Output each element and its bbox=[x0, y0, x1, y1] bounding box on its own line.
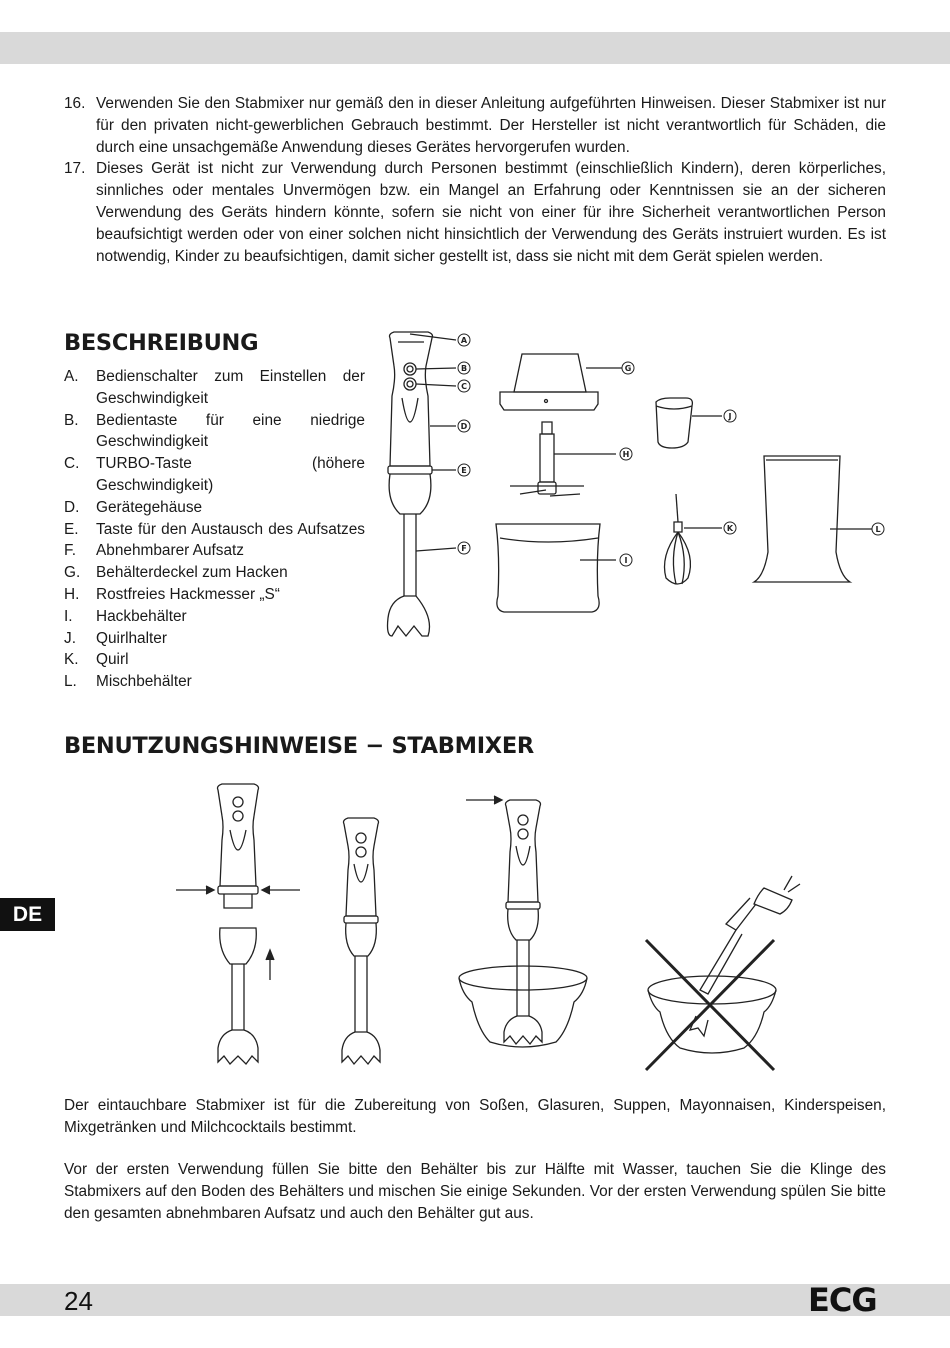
list-item bbox=[64, 497, 365, 519]
item-text: Hackbehälter bbox=[96, 607, 187, 625]
label-c: C bbox=[461, 382, 467, 391]
chopper-lid-illustration bbox=[500, 354, 598, 410]
item-text: Quirl bbox=[96, 651, 129, 669]
item-text: Bedientaste für eine niedrige Geschwindigkeit bbox=[96, 411, 365, 451]
step-detach-illustration bbox=[176, 784, 300, 1064]
section-title-description: BESCHREIBUNG bbox=[64, 330, 259, 356]
step-assembled-illustration bbox=[342, 818, 380, 1064]
hand-blender-illustration bbox=[388, 332, 433, 636]
item-text: Verwenden Sie den Stabmixer nur gemäß den in dieser Anleitung aufgeführten Hinweisen. Dieser Stabmixer ist nur für den privaten nicht-gewerblichen Gebrauch bestimmt. Der Hersteller ist nicht verantwortlich für Schäden, die durch eine unsachgemäße Anwendung dieses Gerätes hervorgerufen wurden. bbox=[96, 95, 886, 156]
label-l: L bbox=[875, 525, 881, 534]
usage-paragraph-first-use: Vor der ersten Verwendung füllen Sie bitte den Behälter bis zur Hälfte mit Wasser, tauchen Sie die Klinge des Stabmixers auf den Boden des Behälters und mischen Sie einige Sekunden. Vor der ersten Verwendung spülen Sie bitte den gesamten abnehmbaren Aufsatz und auch den Behälter gut aus. bbox=[64, 1161, 886, 1222]
usage-paragraph-intro: Der eintauchbare Stabmixer ist für die Zubereitung von Soßen, Glasuren, Suppen, Mayonnaisen, Kinderspeisen, Mixgetränken und Milchcocktails bestimmt. bbox=[64, 1097, 886, 1136]
header-bar bbox=[0, 32, 950, 64]
list-item bbox=[64, 562, 365, 584]
item-letter: C. bbox=[64, 455, 80, 473]
item-text: Bedienschalter zum Einstellen der Geschwindigkeit bbox=[96, 368, 365, 407]
list-item bbox=[64, 649, 365, 671]
step-wrong-usage-illustration bbox=[646, 876, 800, 1070]
list-item bbox=[64, 158, 886, 267]
item-letter: F. bbox=[64, 542, 76, 560]
label-d: D bbox=[460, 422, 468, 431]
item-text: Mischbehälter bbox=[96, 673, 192, 691]
item-letter: D. bbox=[64, 498, 80, 516]
item-letter: G. bbox=[64, 564, 81, 582]
diagram-labels bbox=[458, 334, 884, 566]
item-letter: A. bbox=[64, 368, 79, 385]
section-title-usage: BENUTZUNGSHINWEISE − STABMIXER bbox=[64, 733, 534, 759]
language-tab: DE bbox=[0, 898, 55, 931]
brand-logo: ECG bbox=[808, 1281, 877, 1319]
item-letter: K. bbox=[64, 651, 79, 669]
item-text: Abnehmbarer Aufsatz bbox=[96, 542, 245, 560]
item-letter: L. bbox=[64, 673, 77, 691]
list-item bbox=[64, 519, 365, 541]
item-number: 17. bbox=[64, 160, 86, 178]
list-item bbox=[64, 366, 365, 410]
item-text: Gerätegehäuse bbox=[96, 498, 203, 516]
mixing-beaker-illustration bbox=[754, 456, 850, 582]
list-item bbox=[64, 453, 365, 497]
list-item bbox=[64, 671, 365, 693]
instruction-list bbox=[64, 93, 886, 267]
list-item bbox=[64, 540, 365, 562]
page-number: 24 bbox=[64, 1286, 93, 1316]
label-a: A bbox=[460, 336, 468, 345]
label-f: F bbox=[461, 544, 467, 553]
list-item bbox=[64, 606, 365, 628]
parts-diagram bbox=[370, 326, 900, 646]
list-item bbox=[64, 584, 365, 606]
item-letter: H. bbox=[64, 585, 80, 603]
item-text: Quirlhalter bbox=[96, 629, 167, 647]
item-text: Rostfreies Hackmesser „S“ bbox=[96, 585, 280, 603]
item-text: Behälterdeckel zum Hacken bbox=[96, 564, 288, 582]
whisk-holder-illustration bbox=[656, 398, 692, 448]
item-number: 16. bbox=[64, 95, 86, 112]
label-h: H bbox=[622, 450, 630, 459]
label-i: I bbox=[624, 556, 628, 565]
chopper-bowl-illustration bbox=[496, 524, 600, 612]
item-text: TURBO-Taste (höhere Geschwindigkeit) bbox=[96, 455, 365, 494]
label-g: G bbox=[624, 364, 632, 373]
item-letter: E. bbox=[64, 520, 79, 538]
item-text: Dieses Gerät ist nicht zur Verwendung durch Personen bestimmt (einschließlich Kindern), deren körperliches, sinnliches oder mentales Unvermögen bzw. ein Mangel an Erfahrung oder Kenntnissen sie an der sicheren Verwendung des Geräts hindern könnte, sofern sie nicht von einer für ihre Sicherheit verantwortlichen Person beaufsichtigt werden oder von einer solchen nicht hinsichtlich der Verwendung des Geräts instruiert wurden. Es ist notwendig, Kinder zu beaufsichtigen, damit sicher gestellt ist, dass sie nicht mit dem Gerät spielen werden. bbox=[96, 160, 886, 265]
list-item bbox=[64, 410, 365, 454]
chopper-blade-illustration bbox=[510, 422, 584, 496]
label-k: K bbox=[726, 524, 734, 533]
item-letter: I. bbox=[64, 607, 73, 625]
label-e: E bbox=[461, 466, 467, 475]
step-in-bowl-illustration bbox=[459, 796, 587, 1047]
item-letter: J. bbox=[64, 629, 76, 647]
item-letter: B. bbox=[64, 411, 79, 429]
label-b: B bbox=[460, 364, 468, 373]
item-text: Taste für den Austausch des Aufsatzes bbox=[96, 520, 365, 538]
usage-diagram bbox=[160, 780, 810, 1080]
list-item bbox=[64, 628, 365, 650]
whisk-illustration bbox=[665, 494, 691, 584]
parts-list bbox=[64, 366, 365, 693]
list-item bbox=[64, 93, 886, 158]
label-j: J bbox=[728, 412, 732, 421]
